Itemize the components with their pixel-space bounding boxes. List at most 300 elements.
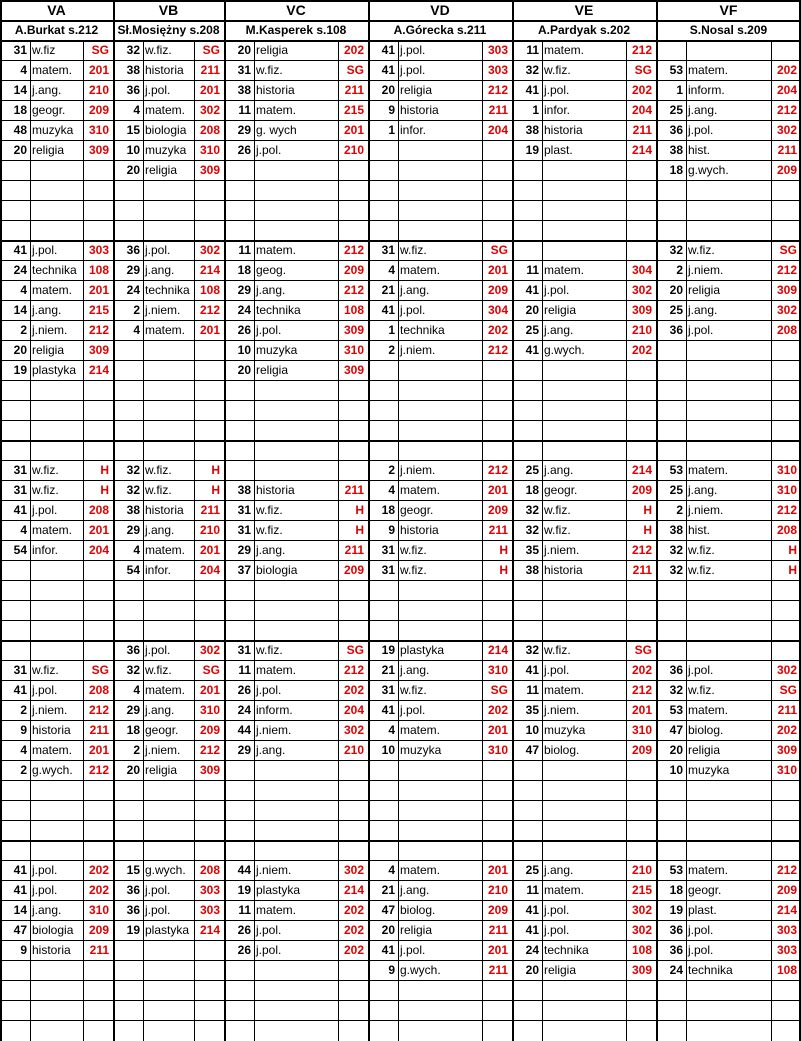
period-room: 202 (631, 663, 652, 677)
period-subject: w.fiz. (145, 43, 172, 57)
class-name-ve: VE (574, 2, 594, 18)
period-room: 212 (88, 763, 109, 777)
period-teacher-number: 53 (669, 63, 683, 77)
period-teacher-number: 41 (525, 663, 539, 677)
period-subject (542, 440, 628, 460)
period-room: 303 (776, 923, 797, 937)
period-subject: j.pol. (145, 883, 171, 897)
period-teacher-number: 36 (126, 903, 140, 917)
period-subject: w.fiz. (145, 463, 172, 477)
grid-line-horizontal (0, 600, 801, 601)
period-teacher-number (512, 200, 539, 220)
period-room: 210 (487, 883, 508, 897)
period-subject: w.fiz. (544, 523, 571, 537)
period-subject: matem. (32, 63, 73, 77)
period-teacher-number: 32 (669, 243, 683, 257)
period-teacher-number (368, 220, 395, 240)
period-subject: j.ang. (32, 83, 62, 97)
period-room: SG (91, 663, 109, 677)
period-room (773, 800, 797, 820)
period-teacher-number: 41 (381, 703, 395, 717)
period-subject (398, 1020, 484, 1040)
period-subject (398, 1000, 484, 1020)
period-teacher-number: 10 (669, 763, 683, 777)
period-room: H (211, 483, 220, 497)
period-subject: j.ang. (256, 543, 286, 557)
period-subject (686, 780, 773, 800)
period-teacher-number: 41 (13, 683, 27, 697)
period-room: 201 (88, 743, 109, 757)
period-teacher-number: 20 (381, 923, 395, 937)
period-teacher-number (224, 220, 251, 240)
period-room (484, 980, 508, 1000)
period-room (484, 620, 508, 640)
period-subject (398, 160, 484, 180)
period-teacher-number (224, 420, 251, 440)
period-teacher-number: 25 (669, 103, 683, 117)
period-room (628, 600, 652, 620)
period-subject (30, 420, 85, 440)
period-subject: biologia (32, 923, 74, 937)
period-subject (686, 840, 773, 860)
period-teacher-number: 21 (381, 883, 395, 897)
period-teacher-number: 31 (381, 543, 395, 557)
grid-line-horizontal (0, 660, 801, 661)
period-subject (686, 200, 773, 220)
period-teacher-number (368, 620, 395, 640)
period-teacher-number: 44 (237, 863, 251, 877)
period-teacher-number (113, 380, 140, 400)
grid-line-horizontal (0, 1020, 801, 1021)
period-room: 108 (88, 263, 109, 277)
period-room (196, 840, 220, 860)
period-teacher-number (224, 200, 251, 220)
period-teacher-number: 24 (525, 943, 539, 957)
period-room: 212 (631, 683, 652, 697)
period-teacher-number (368, 400, 395, 420)
period-subject: matem. (688, 63, 729, 77)
period-subject: w.fiz. (32, 463, 59, 477)
period-teacher-number: 18 (669, 883, 683, 897)
period-room (628, 160, 652, 180)
period-subject: matem. (688, 463, 729, 477)
period-subject: technika (145, 283, 190, 297)
grid-line-horizontal (0, 980, 801, 981)
period-subject: j.ang. (400, 883, 430, 897)
period-room (85, 1000, 109, 1020)
period-subject: j.pol. (145, 83, 171, 97)
grid-line-horizontal (0, 800, 801, 801)
period-subject: matem. (145, 683, 186, 697)
period-teacher-number (0, 640, 27, 660)
period-teacher-number: 2 (133, 743, 140, 757)
period-room: 209 (776, 163, 797, 177)
period-teacher-number: 18 (669, 163, 683, 177)
period-subject: religia (688, 743, 721, 757)
grid-line-horizontal (0, 780, 801, 781)
period-room (628, 800, 652, 820)
period-teacher-number: 32 (525, 63, 539, 77)
period-room (628, 580, 652, 600)
period-teacher-number (512, 800, 539, 820)
period-teacher-number: 9 (388, 963, 395, 977)
period-subject: j.ang. (256, 743, 286, 757)
period-room: 214 (88, 363, 109, 377)
period-teacher-number: 4 (133, 103, 140, 117)
period-subject (30, 400, 85, 420)
period-subject: inform. (688, 83, 725, 97)
period-room (773, 620, 797, 640)
period-room (85, 800, 109, 820)
grid-line-horizontal (0, 460, 801, 461)
period-teacher-number (0, 440, 27, 460)
period-teacher-number: 29 (237, 283, 251, 297)
period-subject: historia (544, 123, 583, 137)
period-subject (30, 440, 85, 460)
period-room (484, 600, 508, 620)
grid-line-horizontal (0, 700, 801, 701)
period-teacher-number (656, 780, 683, 800)
period-teacher-number: 2 (133, 303, 140, 317)
period-room: H (355, 503, 364, 517)
period-teacher-number: 25 (669, 483, 683, 497)
period-room: 202 (776, 63, 797, 77)
period-subject: j.pol. (400, 43, 426, 57)
period-teacher-number: 1 (532, 103, 539, 117)
period-room: 209 (343, 263, 364, 277)
period-room: 209 (88, 923, 109, 937)
period-subject (30, 600, 85, 620)
period-subject (143, 820, 196, 840)
period-subject (254, 420, 340, 440)
period-subject (254, 200, 340, 220)
period-teacher-number: 15 (126, 863, 140, 877)
period-teacher-number: 31 (381, 683, 395, 697)
period-teacher-number (224, 620, 251, 640)
period-room: 304 (631, 263, 652, 277)
period-teacher-number: 19 (669, 903, 683, 917)
period-subject (686, 180, 773, 200)
period-teacher-number (224, 800, 251, 820)
grid-line-column (83, 40, 84, 1041)
period-teacher-number (113, 580, 140, 600)
period-room: 303 (199, 883, 220, 897)
period-teacher-number: 31 (237, 503, 251, 517)
period-teacher-number: 41 (525, 903, 539, 917)
period-subject: muzyka (400, 743, 442, 757)
period-room: 214 (631, 463, 652, 477)
period-room (85, 620, 109, 640)
grid-line-horizontal (0, 0, 801, 2)
period-subject (686, 380, 773, 400)
period-room (196, 360, 220, 380)
period-teacher-number (113, 400, 140, 420)
grid-line-horizontal (0, 940, 801, 941)
period-room: 212 (88, 323, 109, 337)
period-teacher-number (0, 380, 27, 400)
grid-line-horizontal (0, 120, 801, 121)
period-subject (143, 840, 196, 860)
period-room (340, 580, 364, 600)
grid-line-horizontal (0, 300, 801, 301)
grid-line-horizontal (0, 80, 801, 81)
period-subject: religia (145, 763, 178, 777)
period-room: 201 (199, 83, 220, 97)
period-teacher-number (0, 400, 27, 420)
period-teacher-number: 38 (669, 523, 683, 537)
period-subject (398, 600, 484, 620)
period-teacher-number: 35 (525, 703, 539, 717)
period-room: 202 (343, 903, 364, 917)
period-subject (254, 220, 340, 240)
period-room: 211 (89, 723, 109, 737)
period-subject (398, 200, 484, 220)
period-teacher-number (224, 580, 251, 600)
period-subject (30, 820, 85, 840)
period-teacher-number: 38 (525, 563, 539, 577)
period-subject (398, 780, 484, 800)
period-room (85, 420, 109, 440)
period-room: 309 (776, 283, 797, 297)
period-subject: religia (32, 343, 65, 357)
period-subject: historia (145, 63, 184, 77)
period-room (773, 180, 797, 200)
period-subject: muzyka (544, 723, 586, 737)
period-teacher-number (0, 580, 27, 600)
period-teacher-number (656, 360, 683, 380)
period-teacher-number: 31 (13, 483, 27, 497)
period-room (484, 1000, 508, 1020)
period-subject: w.fiz (32, 43, 56, 57)
period-room: 211 (488, 103, 508, 117)
period-subject (30, 200, 85, 220)
period-subject (143, 800, 196, 820)
period-room (340, 760, 364, 780)
period-room (85, 840, 109, 860)
period-subject: j.pol. (544, 903, 570, 917)
period-teacher-number: 32 (525, 503, 539, 517)
period-room: 204 (88, 543, 109, 557)
period-room: 302 (199, 103, 220, 117)
grid-line-horizontal (0, 280, 801, 281)
period-room (196, 400, 220, 420)
period-room: 310 (487, 663, 508, 677)
period-subject: technika (688, 963, 733, 977)
period-room (340, 620, 364, 640)
period-teacher-number: 4 (20, 63, 27, 77)
period-teacher-number (512, 760, 539, 780)
period-subject (686, 40, 773, 60)
period-room: H (499, 563, 508, 577)
period-room (340, 460, 364, 480)
period-teacher-number: 44 (237, 723, 251, 737)
period-subject (686, 400, 773, 420)
period-teacher-number (512, 180, 539, 200)
period-room (340, 220, 364, 240)
period-room: 303 (487, 63, 508, 77)
period-room (85, 180, 109, 200)
period-teacher-number (512, 440, 539, 460)
period-teacher-number: 2 (20, 323, 27, 337)
period-teacher-number (368, 1020, 395, 1040)
period-room (484, 380, 508, 400)
period-teacher-number (512, 420, 539, 440)
period-teacher-number (656, 800, 683, 820)
period-subject (542, 840, 628, 860)
period-subject: j.pol. (400, 63, 426, 77)
period-room: SG (779, 683, 797, 697)
period-subject: w.fiz. (688, 563, 715, 577)
period-subject: j.ang. (544, 863, 574, 877)
period-room: H (100, 483, 109, 497)
period-room: 302 (631, 903, 652, 917)
period-teacher-number: 20 (237, 43, 251, 57)
period-teacher-number: 26 (237, 683, 251, 697)
period-teacher-number (656, 1020, 683, 1040)
period-subject: biolog. (688, 723, 724, 737)
period-room: 310 (199, 143, 220, 157)
period-room: 209 (487, 283, 508, 297)
period-subject: w.fiz. (256, 63, 283, 77)
period-subject (143, 1000, 196, 1020)
grid-line-horizontal (0, 260, 801, 261)
period-teacher-number (0, 220, 27, 240)
period-room: 108 (199, 283, 220, 297)
period-room: 302 (776, 123, 797, 137)
period-room: 214 (776, 903, 797, 917)
period-subject: g. wych (256, 123, 297, 137)
period-teacher-number: 19 (13, 363, 27, 377)
period-room: 209 (487, 503, 508, 517)
period-subject (542, 220, 628, 240)
period-teacher-number: 32 (669, 563, 683, 577)
period-room: 211 (89, 943, 109, 957)
period-subject: j.pol. (145, 643, 171, 657)
period-room (628, 180, 652, 200)
period-subject (143, 620, 196, 640)
period-teacher-number: 20 (126, 163, 140, 177)
period-room (773, 840, 797, 860)
period-teacher-number (113, 940, 140, 960)
period-subject (143, 940, 196, 960)
period-subject (143, 200, 196, 220)
grid-line-horizontal (0, 880, 801, 881)
period-room (484, 160, 508, 180)
grid-line-horizontal (0, 920, 801, 921)
period-teacher-number: 15 (126, 123, 140, 137)
period-teacher-number (368, 1000, 395, 1020)
period-subject (30, 840, 85, 860)
period-subject: geogr. (145, 723, 179, 737)
period-subject (542, 160, 628, 180)
period-subject: geogr. (688, 883, 722, 897)
period-room: 211 (632, 123, 652, 137)
period-teacher-number (224, 440, 251, 460)
period-subject: j.ang. (145, 703, 175, 717)
period-room (773, 640, 797, 660)
period-teacher-number: 32 (669, 683, 683, 697)
period-teacher-number: 9 (388, 523, 395, 537)
period-room (628, 1000, 652, 1020)
period-teacher-number: 14 (13, 903, 27, 917)
grid-line-horizontal (0, 1000, 801, 1001)
period-subject: j.ang. (145, 523, 175, 537)
period-teacher-number: 53 (669, 703, 683, 717)
period-room: 202 (343, 683, 364, 697)
period-room: 211 (344, 83, 364, 97)
period-teacher-number (113, 980, 140, 1000)
grid-line-column (143, 40, 144, 1041)
period-teacher-number: 25 (525, 323, 539, 337)
period-teacher-number: 36 (126, 643, 140, 657)
period-subject: matem. (32, 283, 73, 297)
grid-line-horizontal (0, 640, 801, 642)
period-subject (686, 640, 773, 660)
period-room: 211 (200, 503, 220, 517)
period-room: 303 (88, 243, 109, 257)
period-teacher-number (512, 980, 539, 1000)
period-teacher-number (656, 40, 683, 60)
period-teacher-number: 31 (381, 563, 395, 577)
period-subject (398, 620, 484, 640)
period-teacher-number: 25 (525, 863, 539, 877)
period-teacher-number (656, 580, 683, 600)
period-room: 310 (776, 763, 797, 777)
period-room (196, 980, 220, 1000)
period-room: 201 (487, 483, 508, 497)
period-subject: geogr. (400, 503, 434, 517)
period-subject: muzyka (32, 123, 74, 137)
period-subject (398, 400, 484, 420)
period-teacher-number: 4 (133, 323, 140, 337)
period-teacher-number (656, 640, 683, 660)
period-subject (542, 180, 628, 200)
period-subject: matem. (688, 703, 729, 717)
period-subject: historia (400, 523, 439, 537)
period-subject (398, 360, 484, 380)
period-teacher-number (224, 380, 251, 400)
period-subject: j.pol. (544, 83, 570, 97)
period-subject: w.fiz. (688, 243, 715, 257)
period-subject: geogr. (544, 483, 578, 497)
period-room (196, 380, 220, 400)
period-room (628, 220, 652, 240)
period-room: 310 (343, 343, 364, 357)
period-teacher-number: 38 (525, 123, 539, 137)
period-subject (398, 440, 484, 460)
period-teacher-number: 48 (13, 123, 27, 137)
period-room (340, 600, 364, 620)
period-room: 302 (776, 303, 797, 317)
period-subject: matem. (400, 863, 441, 877)
period-teacher-number: 20 (126, 763, 140, 777)
period-room (773, 220, 797, 240)
period-room: 201 (487, 723, 508, 737)
period-teacher-number: 47 (13, 923, 27, 937)
period-teacher-number (0, 980, 27, 1000)
period-room (628, 420, 652, 440)
period-subject (398, 140, 484, 160)
period-subject (686, 800, 773, 820)
period-room: 211 (488, 923, 508, 937)
period-room: 201 (88, 523, 109, 537)
period-teacher-number: 20 (669, 743, 683, 757)
period-room (340, 960, 364, 980)
period-room: 108 (776, 963, 797, 977)
period-room: 309 (88, 343, 109, 357)
period-teacher-number (0, 420, 27, 440)
period-room (340, 200, 364, 220)
